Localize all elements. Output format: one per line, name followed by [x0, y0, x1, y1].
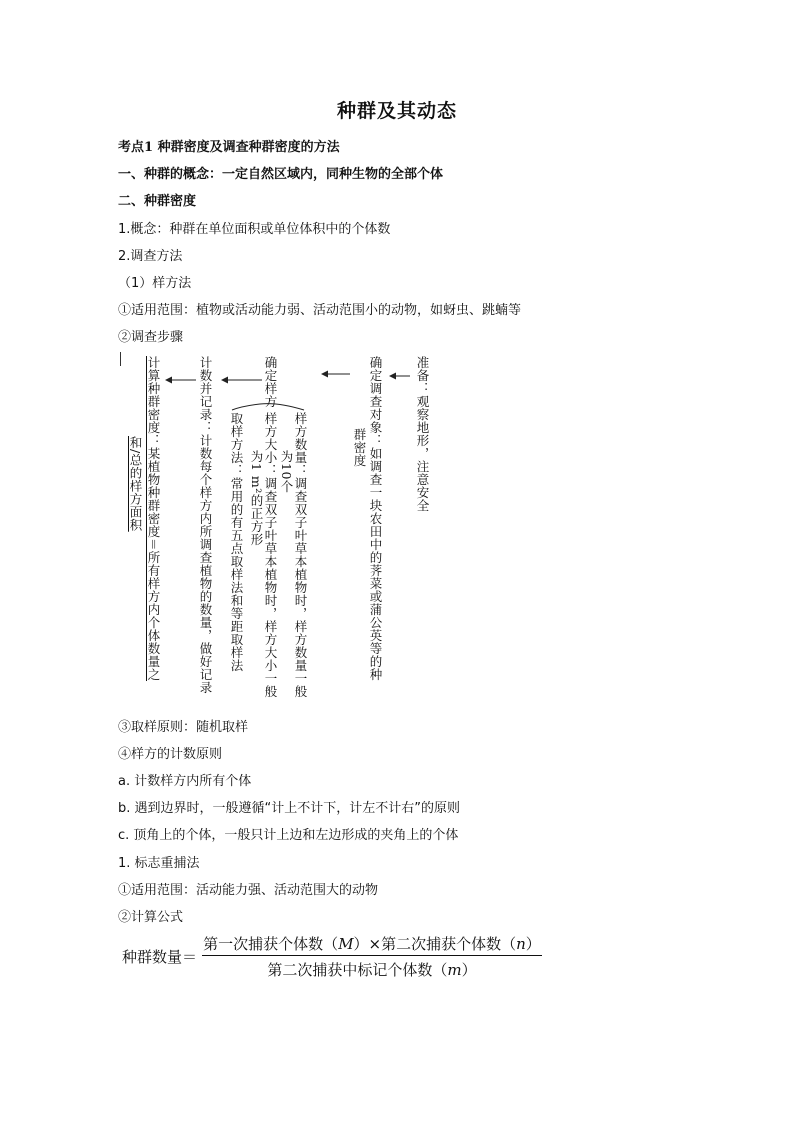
denominator-part1: 第二次捕获中标记个体数（ — [267, 961, 448, 979]
diagram-quadrat-size: 样方大小：调查双子叶草本植物时，样方大小一般 — [263, 412, 278, 698]
diagram-step-density-cont: 和/总的样方面积 — [128, 436, 143, 532]
sampling-principle: ③取样原则：随机取样 — [118, 720, 249, 735]
steps-heading: ②调查步骤 — [118, 330, 184, 345]
var-m: m — [447, 961, 462, 979]
counting-principle-heading: ④样方的计数原则 — [118, 747, 223, 762]
diagram-step-count: 计数并记录：计数每个样方内所调查植物的数量，做好记录 — [198, 356, 213, 694]
formula-heading: ②计算公式 — [118, 910, 184, 925]
population-formula — [122, 930, 552, 980]
diagram-step-target-line1: 确定调查对象：如调查一块农田中的荠菜或蒲公英等的种 — [368, 356, 383, 681]
density-heading: 二、种群密度 — [118, 194, 197, 209]
concept-heading: 一、种群的概念：一定自然区域内，同种生物的全部个体 — [118, 167, 444, 182]
diagram-step-density: 计算种群密度：某植物种群密度＝所有样方内个体数量之 — [146, 356, 161, 682]
quadrat-steps-diagram — [118, 350, 478, 700]
numerator-part1: 第一次捕获个体数（ — [203, 935, 339, 953]
diagram-sampling-method: 取样方法：常用的有五点取样法和等距取样法 — [229, 412, 244, 672]
numerator-part3: ） — [525, 935, 541, 953]
mark-recapture-scope: ①适用范围：活动能力强、活动范围大的动物 — [118, 883, 379, 898]
quadrat-scope: ①适用范围：植物或活动能力弱、活动范围小的动物，如蚜虫、跳蝻等 — [118, 303, 522, 318]
counting-rule-c: c. 顶角上的个体，一般只计上边和左边形成的夹角上的个体 — [118, 828, 459, 843]
formula-denominator — [202, 959, 542, 980]
page-title: 种群及其动态 — [336, 100, 457, 122]
quadrat-heading: （1）样方法 — [118, 276, 192, 291]
formula-numerator — [202, 933, 542, 954]
var-M: M — [338, 935, 354, 953]
denominator-part2: ） — [461, 961, 477, 979]
diagram-step-quadrat: 确定样方 — [263, 356, 278, 408]
topic-heading: 考点1 种群密度及调查种群密度的方法 — [118, 140, 340, 155]
fraction-bar — [202, 955, 542, 956]
diagram-step-prepare: 准备：观察地形，注意安全 — [415, 356, 430, 512]
diagram-quadrat-count-cont: 为10个 — [279, 450, 294, 493]
mark-recapture-heading: 1. 标志重捕法 — [118, 856, 200, 871]
quadrat-brace — [232, 404, 304, 410]
var-n: n — [516, 935, 526, 953]
density-definition: 1.概念：种群在单位面积或单位体积中的个体数 — [118, 222, 391, 237]
counting-rule-a: a. 计数样方内所有个体 — [118, 774, 252, 789]
numerator-part2: ）×第二次捕获个体数（ — [353, 935, 517, 953]
diagram-quadrat-size-cont: 为1 m²的正方形 — [249, 450, 264, 546]
diagram-step-target-line2: 群密度 — [352, 428, 367, 467]
diagram-quadrat-count: 样方数量：调查双子叶草本植物时，样方数量一般 — [293, 412, 308, 698]
method-heading: 2.调查方法 — [118, 249, 183, 264]
diagram-arrows — [118, 350, 478, 700]
counting-rule-b: b. 遇到边界时，一般遵循“计上不计下，计左不计右”的原则 — [118, 801, 460, 816]
formula-left-side: 种群数量＝ — [122, 948, 198, 966]
